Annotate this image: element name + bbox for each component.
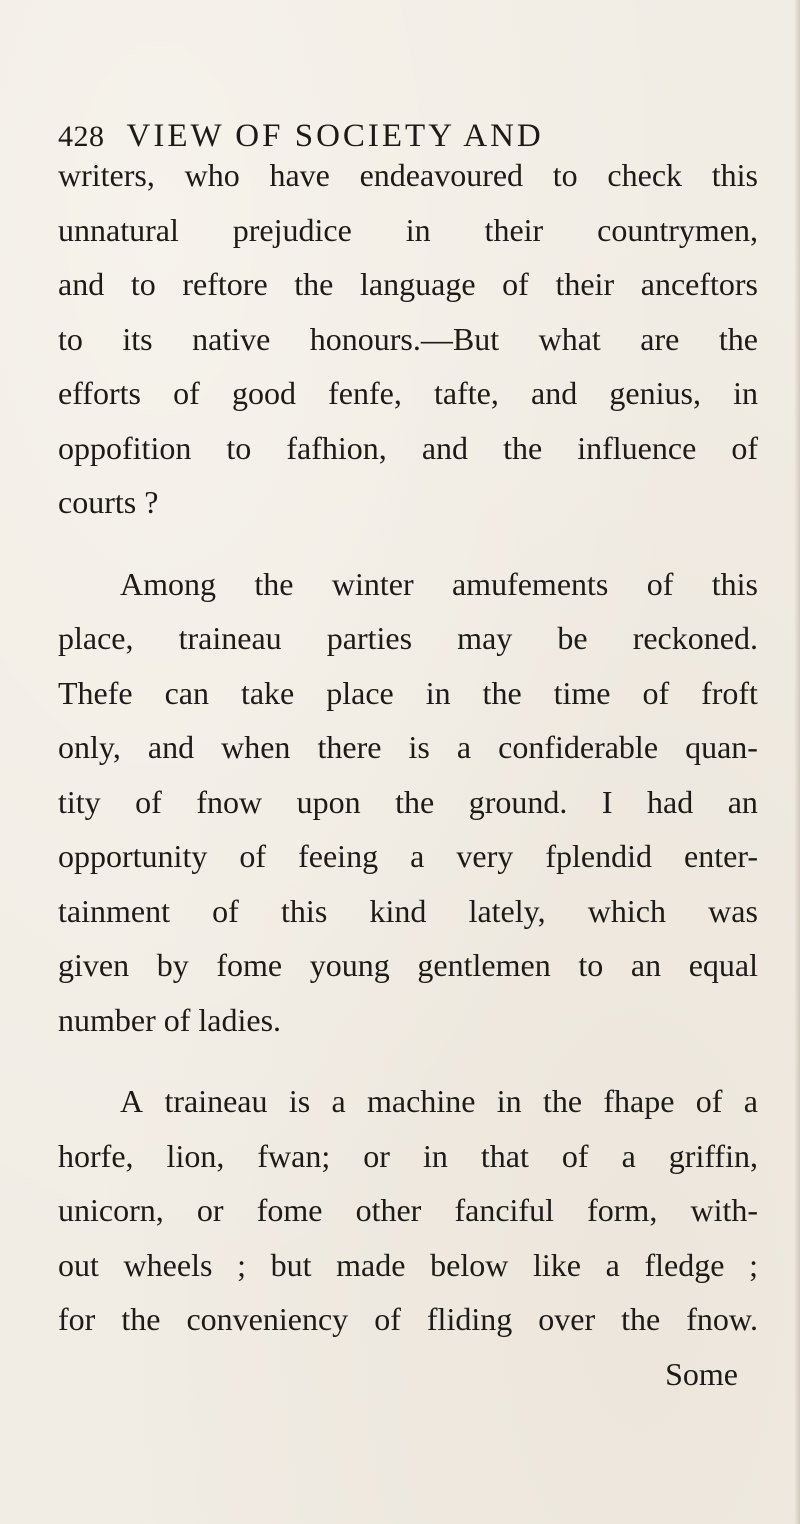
text-line: for the conveniency of fliding over the fnow. [58,1301,758,1337]
running-title: VIEW OF SOCIETY AND [126,118,544,154]
paragraph [58,557,758,1048]
text-line: A traineau is a machine in the fhape of a [120,1083,758,1119]
paragraph-gap [58,1047,758,1074]
text-line: Thefe can take place in the time of froft [58,674,758,711]
text-line: given by fome young gentlemen to an equal [58,947,758,983]
text-line: and to reftore the language of their anceftors [58,266,758,302]
text-line: horfe, lion, fwan; or in that of a griffin, [58,1137,758,1174]
paragraph-gap [58,530,758,557]
text-line: efforts of good fenfe, tafte, and genius, in [58,375,758,411]
text-line: to its native honours.—But what are the [58,320,758,357]
text-line: courts ? [58,484,159,520]
text-line: only, and when there is a confiderable quan- [58,729,758,765]
text-line: opportunity of feeing a very fplendid enter- [58,838,758,874]
page-edge-shadow [794,0,800,1524]
paragraph [58,1074,758,1347]
text-line: number of ladies. [58,1001,282,1038]
text-line: unicorn, or fome other fanciful form, with- [58,1192,758,1228]
catchword: Some [665,1355,738,1392]
paragraph [58,148,758,530]
text-line: writers, who have endeavoured to check this [58,157,758,193]
text-line: unnatural prejudice in their countrymen, [58,211,758,248]
text-line: place, traineau parties may be reckoned. [58,620,758,656]
page-number: 428 [58,120,105,153]
text-line: oppofition to fafhion, and the influence of [58,429,758,466]
text-line: out wheels ; but made below like a fledge ; [58,1246,758,1283]
body-text [58,148,758,1401]
text-line: tainment of this kind lately, which was [58,892,758,929]
text-line: Among the winter amufements of this [120,565,758,602]
text-line: tity of fnow upon the ground. I had an [58,783,758,820]
